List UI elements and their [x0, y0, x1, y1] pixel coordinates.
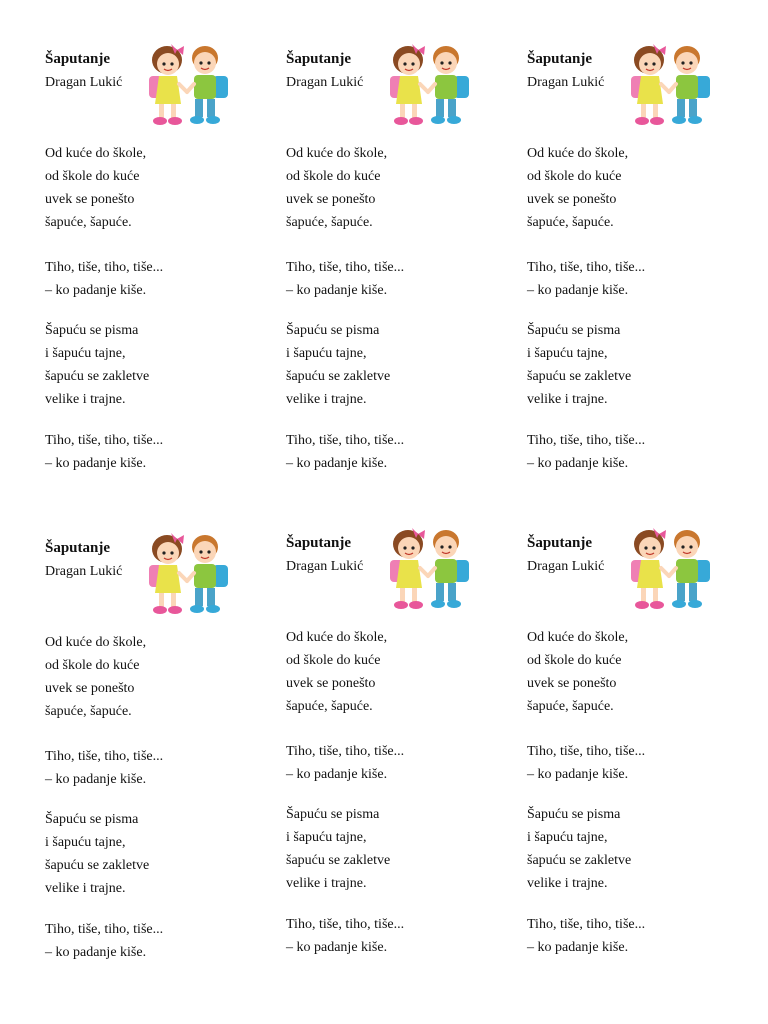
- verse-line: šapuće, šapuće.: [527, 699, 614, 714]
- verse-line: Tiho, tiše, tiho, tiše...: [286, 260, 405, 275]
- stanza-3: [286, 803, 390, 895]
- verse-line: Tiho, tiše, tiho, tiše...: [45, 433, 164, 448]
- verse-line: uvek se ponešto: [527, 676, 617, 691]
- stanza-4: [527, 913, 645, 959]
- boy-and-girl-icon: [382, 522, 474, 614]
- verse-line: Tiho, tiše, tiho, tiše...: [45, 260, 164, 275]
- verse-line: velike i trajne.: [286, 876, 367, 891]
- boy-and-girl-icon: [382, 38, 474, 130]
- verse-line: Od kuće do škole,: [286, 146, 388, 161]
- verse-line: – ko padanje kiše.: [45, 945, 147, 960]
- poem-title: Šaputanje: [286, 51, 352, 67]
- boy-figure: [187, 535, 228, 613]
- poem-card: [45, 539, 255, 979]
- boy-figure: [428, 530, 469, 608]
- girl-figure: [631, 44, 669, 125]
- poem-author: Dragan Lukić: [45, 564, 123, 579]
- verse-line: Tiho, tiše, tiho, tiše...: [45, 749, 164, 764]
- verse-line: i šapuću tajne,: [45, 835, 126, 850]
- stanza-1: [527, 626, 628, 718]
- verse-line: šapuću se zakletve: [527, 369, 632, 384]
- verse-line: Tiho, tiše, tiho, tiše...: [527, 433, 646, 448]
- verse-line: šapuće, šapuće.: [45, 704, 132, 719]
- verse-line: – ko padanje kiše.: [286, 456, 388, 471]
- girl-figure: [390, 44, 428, 125]
- verse-line: i šapuću tajne,: [527, 830, 608, 845]
- poem-title: Šaputanje: [45, 540, 111, 556]
- stanza-3: [527, 803, 631, 895]
- verse-line: – ko padanje kiše.: [45, 283, 147, 298]
- verse-line: uvek se ponešto: [45, 192, 135, 207]
- verse-line: uvek se ponešto: [527, 192, 617, 207]
- stanza-4: [286, 429, 404, 475]
- verse-line: šapuće, šapuće.: [286, 699, 373, 714]
- verse-line: Šapuću se pisma: [527, 807, 621, 822]
- stanza-4: [527, 429, 645, 475]
- boy-figure: [669, 530, 710, 608]
- verse-line: uvek se ponešto: [45, 681, 135, 696]
- stanza-2: [45, 745, 163, 791]
- boy-figure: [428, 46, 469, 124]
- boy-figure: [669, 46, 710, 124]
- verse-line: i šapuću tajne,: [286, 346, 367, 361]
- verse-line: – ko padanje kiše.: [527, 767, 629, 782]
- poem-author: Dragan Lukić: [45, 75, 123, 90]
- poem-author: Dragan Lukić: [527, 559, 605, 574]
- stanza-3: [45, 808, 149, 900]
- stanza-1: [527, 142, 628, 234]
- stanza-1: [45, 631, 146, 723]
- verse-line: velike i trajne.: [286, 392, 367, 407]
- verse-line: Tiho, tiše, tiho, tiše...: [45, 922, 164, 937]
- verse-line: – ko padanje kiše.: [527, 456, 629, 471]
- verse-line: – ko padanje kiše.: [286, 940, 388, 955]
- verse-line: Od kuće do škole,: [45, 635, 147, 650]
- verse-line: Šapuću se pisma: [286, 323, 380, 338]
- boy-and-girl-icon: [141, 527, 233, 619]
- verse-line: od škole do kuće: [45, 169, 140, 184]
- verse-line: od škole do kuće: [45, 658, 140, 673]
- verse-line: Tiho, tiše, tiho, tiše...: [286, 917, 405, 932]
- verse-line: uvek se ponešto: [286, 676, 376, 691]
- verse-line: – ko padanje kiše.: [527, 283, 629, 298]
- verse-line: šapuću se zakletve: [527, 853, 632, 868]
- stanza-2: [286, 256, 404, 302]
- verse-line: Od kuće do škole,: [45, 146, 147, 161]
- verse-line: – ko padanje kiše.: [527, 940, 629, 955]
- verse-line: od škole do kuće: [286, 169, 381, 184]
- verse-line: Od kuće do škole,: [527, 630, 629, 645]
- poem-card: [45, 50, 255, 490]
- poem-card: [286, 50, 496, 490]
- verse-line: uvek se ponešto: [286, 192, 376, 207]
- poem-author: Dragan Lukić: [527, 75, 605, 90]
- verse-line: šapuću se zakletve: [286, 853, 391, 868]
- verse-line: – ko padanje kiše.: [45, 772, 147, 787]
- stanza-4: [286, 913, 404, 959]
- poem-card: [527, 50, 737, 490]
- verse-line: Tiho, tiše, tiho, tiše...: [527, 260, 646, 275]
- boy-figure: [187, 46, 228, 124]
- stanza-1: [286, 142, 387, 234]
- poem-title: Šaputanje: [527, 535, 593, 551]
- verse-line: Tiho, tiše, tiho, tiše...: [286, 744, 405, 759]
- verse-line: Tiho, tiše, tiho, tiše...: [527, 744, 646, 759]
- stanza-2: [527, 256, 645, 302]
- verse-line: Šapuću se pisma: [286, 807, 380, 822]
- verse-line: šapuće, šapuće.: [45, 215, 132, 230]
- poem-title: Šaputanje: [286, 535, 352, 551]
- stanza-4: [45, 918, 163, 964]
- verse-line: Tiho, tiše, tiho, tiše...: [286, 433, 405, 448]
- poem-card: [527, 534, 737, 974]
- verse-line: šapuću se zakletve: [45, 369, 150, 384]
- stanza-1: [286, 626, 387, 718]
- verse-line: i šapuću tajne,: [286, 830, 367, 845]
- poem-title: Šaputanje: [527, 51, 593, 67]
- verse-line: – ko padanje kiše.: [286, 767, 388, 782]
- verse-line: šapuću se zakletve: [286, 369, 391, 384]
- verse-line: od škole do kuće: [527, 169, 622, 184]
- stanza-3: [527, 319, 631, 411]
- stanza-2: [286, 740, 404, 786]
- verse-line: i šapuću tajne,: [527, 346, 608, 361]
- verse-line: od škole do kuće: [286, 653, 381, 668]
- girl-figure: [390, 528, 428, 609]
- girl-figure: [149, 44, 187, 125]
- girl-figure: [149, 533, 187, 614]
- poem-author: Dragan Lukić: [286, 75, 364, 90]
- poem-card: [286, 534, 496, 974]
- poem-title: Šaputanje: [45, 51, 111, 67]
- verse-line: Od kuće do škole,: [527, 146, 629, 161]
- stanza-3: [286, 319, 390, 411]
- verse-line: Od kuće do škole,: [286, 630, 388, 645]
- verse-line: od škole do kuće: [527, 653, 622, 668]
- poem-author: Dragan Lukić: [286, 559, 364, 574]
- verse-line: šapuće, šapuće.: [527, 215, 614, 230]
- verse-line: Tiho, tiše, tiho, tiše...: [527, 917, 646, 932]
- boy-and-girl-icon: [141, 38, 233, 130]
- stanza-2: [45, 256, 163, 302]
- stanza-2: [527, 740, 645, 786]
- verse-line: velike i trajne.: [527, 876, 608, 891]
- verse-line: – ko padanje kiše.: [45, 456, 147, 471]
- verse-line: velike i trajne.: [45, 392, 126, 407]
- girl-figure: [631, 528, 669, 609]
- verse-line: – ko padanje kiše.: [286, 283, 388, 298]
- verse-line: i šapuću tajne,: [45, 346, 126, 361]
- verse-line: Šapuću se pisma: [45, 812, 139, 827]
- stanza-4: [45, 429, 163, 475]
- verse-line: velike i trajne.: [527, 392, 608, 407]
- stanza-1: [45, 142, 146, 234]
- verse-line: velike i trajne.: [45, 881, 126, 896]
- boy-and-girl-icon: [623, 38, 715, 130]
- verse-line: šapuće, šapuće.: [286, 215, 373, 230]
- boy-and-girl-icon: [623, 522, 715, 614]
- verse-line: šapuću se zakletve: [45, 858, 150, 873]
- verse-line: Šapuću se pisma: [527, 323, 621, 338]
- stanza-3: [45, 319, 149, 411]
- verse-line: Šapuću se pisma: [45, 323, 139, 338]
